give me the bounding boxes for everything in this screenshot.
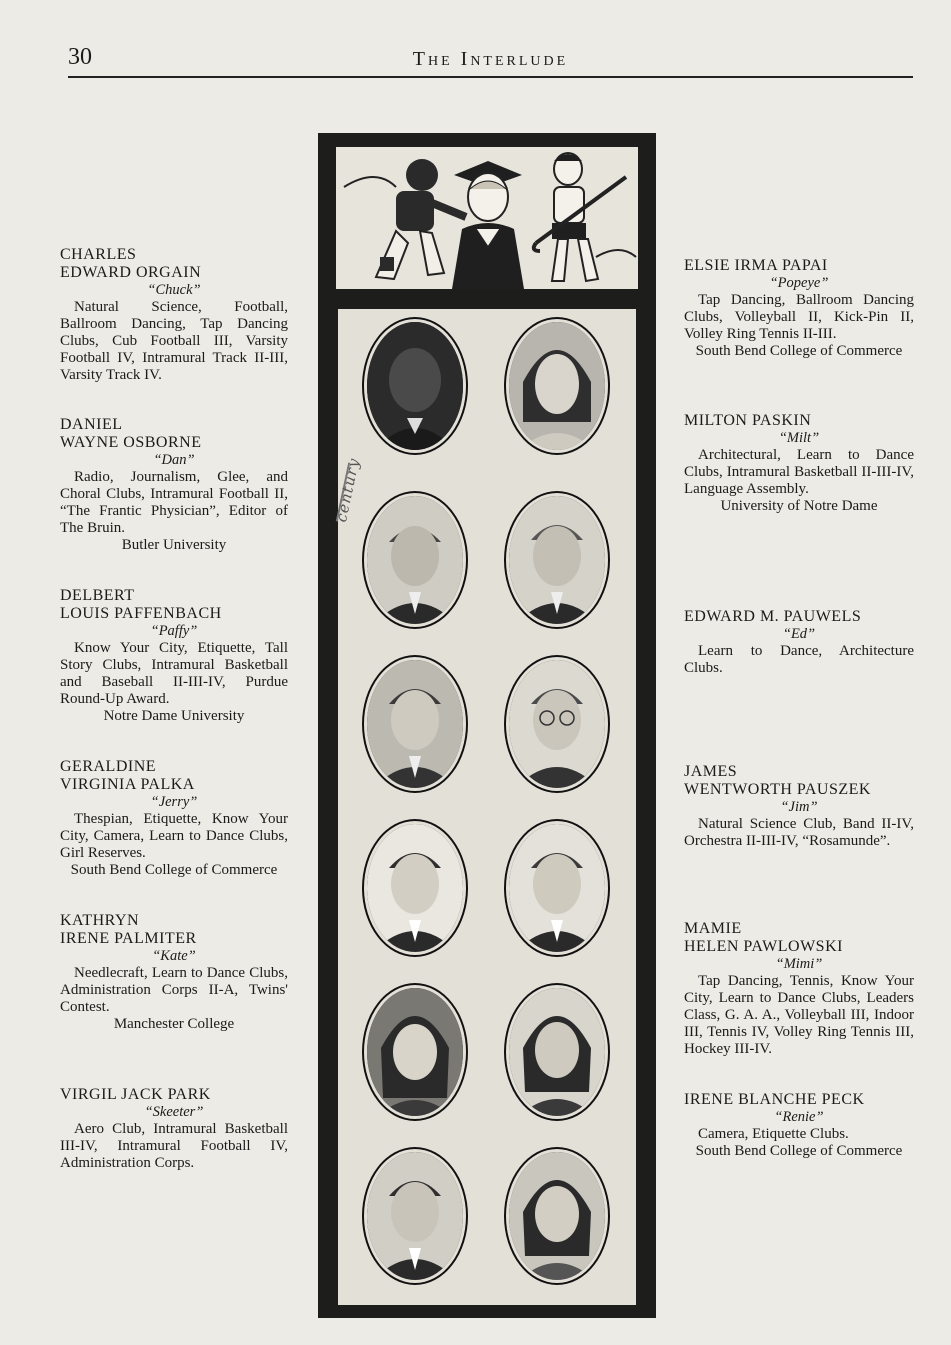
student-activities: Camera, Etiquette Clubs. bbox=[698, 1126, 849, 1142]
student-name: EDWARD ORGAIN bbox=[60, 264, 202, 281]
header-rule bbox=[68, 76, 913, 78]
student-nickname: “Jerry” bbox=[150, 794, 198, 810]
senior-entry-peck bbox=[684, 1091, 914, 1160]
student-name: EDWARD M. PAUWELS bbox=[684, 608, 862, 625]
student-nickname: “Renie” bbox=[774, 1109, 824, 1125]
student-name: VIRGINIA PALKA bbox=[60, 776, 195, 793]
student-school: South Bend College of Commerce bbox=[70, 862, 278, 878]
senior-entry-paffenbach bbox=[60, 587, 288, 725]
portrait-photo bbox=[506, 985, 608, 1119]
page-header bbox=[68, 44, 913, 78]
senior-entry-paskin bbox=[684, 412, 914, 515]
photo-strip bbox=[318, 133, 656, 1318]
senior-entry-pauszek bbox=[684, 763, 914, 850]
student-activities: Natural Science, Football, Ballroom Dancing, Tap Dancing Clubs, Cub Football III, Varsity Football IV, Intramural Track II-III, Varsity Track IV. bbox=[60, 299, 288, 383]
banner-illustration bbox=[336, 147, 638, 289]
student-activities: Know Your City, Etiquette, Tall Story Clubs, Intramural Basketball and Baseball II-III-IV, Purdue Round-Up Award. bbox=[60, 640, 288, 707]
student-name: WENTWORTH PAUSZEK bbox=[684, 781, 871, 798]
portrait-photo bbox=[506, 657, 608, 791]
portrait-photo bbox=[364, 1149, 466, 1283]
student-name: VIRGIL JACK PARK bbox=[60, 1086, 211, 1103]
student-activities: Aero Club, Intramural Basketball III-IV, Intramural Football IV, Administration Corps. bbox=[60, 1121, 288, 1171]
student-name: IRENE BLANCHE PECK bbox=[684, 1091, 865, 1108]
student-school: Butler University bbox=[121, 537, 227, 553]
student-school: University of Notre Dame bbox=[720, 498, 878, 514]
senior-entry-palmiter bbox=[60, 912, 288, 1033]
portrait-gallery bbox=[338, 309, 636, 1305]
student-nickname: “Paffy” bbox=[150, 623, 198, 639]
portrait-photo bbox=[506, 1149, 608, 1283]
illustrated-banner bbox=[336, 147, 638, 289]
student-name: MILTON PASKIN bbox=[684, 412, 812, 429]
student-school: Notre Dame University bbox=[103, 708, 245, 724]
student-name: JAMES bbox=[684, 763, 738, 780]
portrait-photo bbox=[364, 821, 466, 955]
student-nickname: “Popeye” bbox=[769, 275, 829, 291]
student-name: GERALDINE bbox=[60, 758, 157, 775]
student-activities: Needlecraft, Learn to Dance Clubs, Administration Corps II-A, Twins' Contest. bbox=[60, 965, 288, 1015]
senior-entry-pauwels bbox=[684, 608, 914, 677]
student-name: IRENE PALMITER bbox=[60, 930, 197, 947]
senior-entry-palka bbox=[60, 758, 288, 879]
student-name: KATHRYN bbox=[60, 912, 140, 929]
student-nickname: “Chuck” bbox=[147, 282, 201, 298]
student-name: HELEN PAWLOWSKI bbox=[684, 938, 843, 955]
student-activities: Tap Dancing, Tennis, Know Your City, Learn to Dance Clubs, Leaders Class, G. A. A., Volleyball III, Indoor III, Tennis IV, Volley Ring Tennis III, Hockey III-IV. bbox=[684, 973, 914, 1057]
student-activities: Natural Science Club, Band II-IV, Orchestra II-III-IV, “Rosamunde”. bbox=[684, 816, 914, 849]
portrait-photo bbox=[506, 821, 608, 955]
student-school: Manchester College bbox=[113, 1016, 235, 1032]
student-nickname: “Jim” bbox=[780, 799, 818, 815]
senior-entry-park bbox=[60, 1086, 288, 1172]
student-nickname: “Mimi” bbox=[775, 956, 823, 972]
student-name: DANIEL bbox=[60, 416, 123, 433]
student-name: LOUIS PAFFENBACH bbox=[60, 605, 222, 622]
page-number: 30 bbox=[68, 44, 92, 70]
student-activities: Radio, Journalism, Glee, and Choral Clubs, Intramural Football II, “The Frantic Physician”, Editor of The Bruin. bbox=[60, 469, 288, 536]
student-nickname: “Kate” bbox=[152, 948, 196, 964]
student-name: WAYNE OSBORNE bbox=[60, 434, 202, 451]
senior-entry-orgain bbox=[60, 246, 288, 384]
student-activities: Tap Dancing, Ballroom Dancing Clubs, Volleyball II, Kick-Pin II, Volley Ring Tennis II-III. bbox=[684, 292, 914, 342]
portrait-photo bbox=[364, 493, 466, 627]
portrait-photo bbox=[506, 493, 608, 627]
student-activities: Learn to Dance, Architecture Clubs. bbox=[684, 643, 914, 676]
handwritten-note: century bbox=[332, 456, 364, 524]
student-activities: Architectural, Learn to Dance Clubs, Intramural Basketball II-III-IV, Language Assembly. bbox=[684, 447, 914, 497]
running-title: The Interlude bbox=[412, 48, 569, 70]
portrait-photo bbox=[364, 319, 466, 453]
student-nickname: “Milt” bbox=[778, 430, 820, 446]
student-activities: Thespian, Etiquette, Know Your City, Camera, Learn to Dance Clubs, Girl Reserves. bbox=[60, 811, 288, 861]
senior-entry-papai bbox=[684, 257, 914, 360]
student-name: ELSIE IRMA PAPAI bbox=[684, 257, 828, 274]
portrait-photo bbox=[364, 657, 466, 791]
senior-entry-osborne bbox=[60, 416, 288, 554]
student-name: MAMIE bbox=[684, 920, 742, 937]
student-school: South Bend College of Commerce bbox=[695, 1143, 903, 1159]
portrait-photo bbox=[364, 985, 466, 1119]
student-nickname: “Ed” bbox=[782, 626, 816, 642]
student-nickname: “Dan” bbox=[153, 452, 195, 468]
student-name: DELBERT bbox=[60, 587, 135, 604]
senior-entry-pawlowski bbox=[684, 920, 914, 1058]
student-nickname: “Skeeter” bbox=[144, 1104, 204, 1120]
student-school: South Bend College of Commerce bbox=[695, 343, 903, 359]
student-name: CHARLES bbox=[60, 246, 137, 263]
portrait-photo bbox=[506, 319, 608, 453]
